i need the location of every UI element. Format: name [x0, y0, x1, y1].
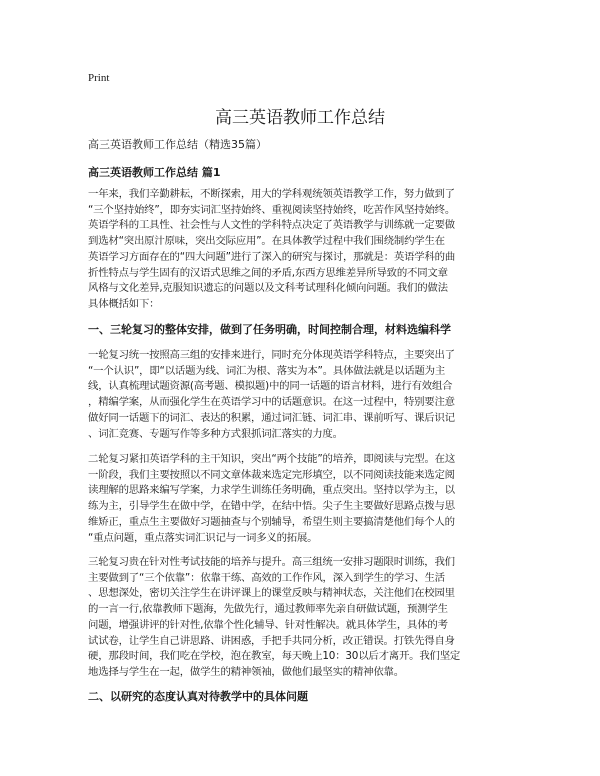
paragraph-line: 读理解的思路来编写学案，力求学生训练任务明确，重点突出。坚持以学为主，以 [88, 484, 455, 497]
paragraph-line: 二轮复习紧扣英语学科的主干知识，突出“两个技能”的培养，即阅读与完型。在这 [88, 453, 456, 465]
paragraph-line: 线，认真梳理试题资源(高考题、模拟题)中的同一话题的语言材料，进行有效组合 [88, 380, 453, 393]
paragraph-line: 一轮复习统一按照高三组的安排来进行，同时充分体现英语学科特点，主要突出了 [88, 349, 455, 361]
paragraph-line: 风格与文化差异,克服知识遗忘的问题以及文科考试理科化倾向问题。我们的做法 [88, 282, 448, 295]
paragraph-line: 、思想深处，密切关注学生在讲评课上的课堂反映与精神状态，关注他们在校园里 [88, 587, 455, 600]
paragraph-line: 英语学科的工具性、社会性与人文性的学科特点决定了英语教学与训练就一定要做 [88, 219, 455, 232]
section-heading-2: 二、以研究的态度认真对待教学中的具体问题 [88, 690, 308, 703]
paragraph-line: 维矫正，重点生主要做好习题抽查与个别辅导，希望生则主要搞清楚他们每个人的 [88, 515, 455, 528]
paragraph-line: 一阶段，我们主要按照以不同文章体裁来选定完形填空，以不同阅读技能来选定阅 [88, 468, 455, 481]
paragraph-line: 地选择与学生在一起，做学生的精神领袖，做他们最坚实的精神依靠。 [88, 665, 404, 678]
paragraph-3 [88, 452, 518, 546]
paragraph-line: “一个认识”，即“以话题为线、词汇为根、落实为本”。具体做法就是以话题为主 [88, 364, 446, 377]
paragraph-line: 一年来，我们辛勤耕耘，不断探索，用大的学科观统领英语教学工作，努力做到了 [88, 188, 455, 200]
paragraph-line: “三个坚持始终”，即夯实词汇坚持始终、重视阅读坚持始终，吃苦作风坚持始终。 [88, 203, 456, 216]
paragraph-line: 试试卷，让学生自己讲思路、讲困惑，手把手共同分析，改正错误。打铁先得自身 [88, 634, 455, 647]
paragraph-line: 到选材“突出原汁原味，突出交际应用”。在具体教学过程中我们围绕制约学生在 [88, 235, 445, 248]
paragraph-1 [88, 187, 518, 313]
print-label: Print [88, 72, 110, 84]
paragraph-line: ，精编学案，从而强化学生在英语学习中的话题意识。在这一过程中，特别要注意 [88, 396, 455, 409]
paragraph-2 [88, 348, 518, 442]
paragraph-line: 折性特点与学生固有的汉语式思维之间的矛盾,东西方思维差异所导致的不同文章 [88, 266, 448, 279]
section-heading-1: 一、三轮复习的整体安排，做到了任务明确，时间控制合理，材料选编科学 [88, 323, 451, 336]
paragraph-4 [88, 555, 518, 681]
document-title: 高三英语教师工作总结 [215, 108, 385, 128]
paragraph-line: 硬，那段时间，我们吃在学校，泡在教室，每天晚上10：30以后才离开。我们坚定 [88, 650, 461, 663]
paragraph-line: 英语学习方面存在的“四大问题”进行了深入的研究与探讨，那就是：英语学科的曲 [88, 250, 456, 263]
paragraph-line: 、词汇竞赛、专题写作等多种方式狠抓词汇落实的力度。 [88, 427, 343, 440]
chapter-heading: 高三英语教师工作总结 篇1 [88, 166, 221, 179]
paragraph-line: 主要做到了“三个依靠”：依靠干练、高效的工作作风，深入到学生的学习、生活 [88, 571, 445, 584]
paragraph-line: 三轮复习贵在针对性考试技能的培养与提升。高三组统一安排习题限时训练，我们 [88, 556, 455, 568]
paragraph-line: 具体概括如下： [88, 297, 160, 310]
document-subtitle: 高三英语教师工作总结（精选35篇） [88, 138, 267, 151]
paragraph-line: 做好同一话题下的词汇、表达的积累，通过词汇链、词汇串、课前听写、课后识记 [88, 411, 455, 424]
paragraph-line: “重点问题，重点落实词汇识记与一词多义的拓展。 [88, 531, 318, 544]
paragraph-line: 练为主，引导学生在做中学，在错中学，在结中悟。尖子生主要做好思路点拨与思 [88, 500, 455, 513]
paragraph-line: 问题，增强讲评的针对性,依靠个性化辅导、针对性解决。就具体学生，具体的考 [88, 618, 448, 631]
paragraph-line: 的一言一行,依靠教师下题海，先做先行，通过教师率先亲自研做试题，预测学生 [88, 603, 448, 616]
